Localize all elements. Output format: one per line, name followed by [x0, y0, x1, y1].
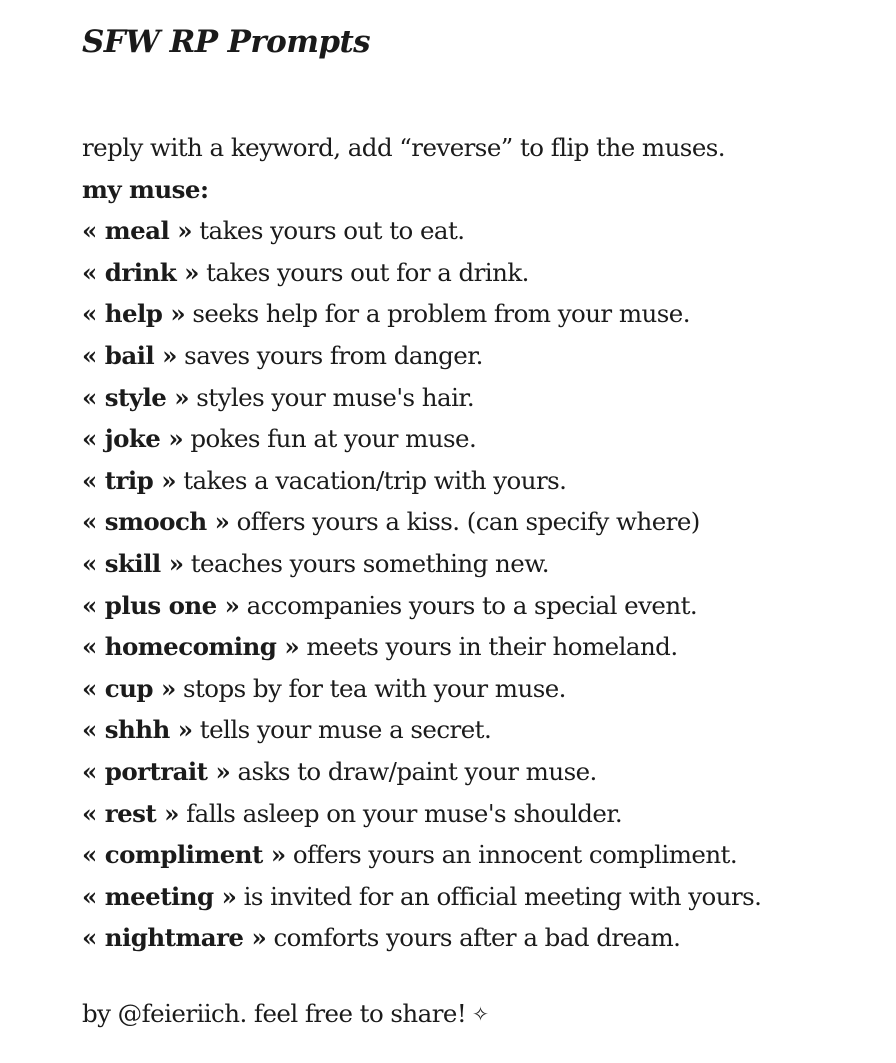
- prompt-item: [82, 501, 882, 543]
- keyword-text: compliment: [104, 840, 263, 870]
- close-quote: »: [270, 840, 286, 870]
- open-quote: «: [82, 340, 97, 370]
- prompt-keyword: [82, 757, 230, 786]
- prompt-keyword: [82, 674, 176, 703]
- keyword-text: plus one: [104, 590, 217, 620]
- open-quote: «: [82, 382, 97, 412]
- prompt-keyword: [82, 882, 236, 911]
- keyword-text: style: [104, 382, 167, 412]
- prompt-keyword: [82, 424, 183, 453]
- keyword-text: nightmare: [104, 923, 244, 953]
- close-quote: »: [251, 923, 267, 953]
- keyword-text: drink: [104, 257, 177, 287]
- prompt-description: asks to draw/paint your muse.: [237, 756, 597, 786]
- open-quote: «: [82, 715, 97, 745]
- close-quote: »: [164, 798, 179, 828]
- prompt-item: [82, 460, 882, 502]
- keyword-text: bail: [104, 340, 155, 370]
- prompt-item: [82, 418, 882, 460]
- prompt-description: meets yours in their homeland.: [306, 632, 678, 662]
- close-quote: »: [214, 507, 230, 537]
- prompt-item: [82, 626, 882, 668]
- footer-credit: by @feieriich. feel free to share!: [82, 999, 467, 1028]
- keyword-text: homecoming: [104, 632, 277, 662]
- prompt-item: [82, 668, 882, 710]
- prompt-item: [82, 543, 882, 585]
- close-quote: »: [284, 632, 300, 662]
- prompt-keyword: [82, 299, 185, 328]
- prompt-description: saves yours from danger.: [184, 340, 483, 370]
- close-quote: »: [170, 299, 186, 329]
- close-quote: »: [168, 548, 184, 578]
- prompt-keyword: [82, 549, 183, 578]
- keyword-text: joke: [104, 424, 161, 454]
- prompt-description: tells your muse a secret.: [199, 715, 492, 745]
- intro-text: reply with a keyword, add “reverse” to flip the muses.: [82, 133, 726, 162]
- close-quote: »: [174, 382, 189, 412]
- close-quote: »: [177, 715, 193, 745]
- prompt-description: takes yours out to eat.: [199, 216, 465, 246]
- sparkle-icon: ✧: [472, 1002, 489, 1026]
- prompt-description: stops by for tea with your muse.: [182, 673, 566, 703]
- prompt-description: pokes fun at your muse.: [190, 424, 477, 454]
- close-quote: »: [160, 673, 176, 703]
- prompt-description: offers yours an innocent compliment.: [292, 840, 738, 870]
- prompt-list: [82, 127, 882, 959]
- open-quote: «: [82, 507, 97, 537]
- prompt-items: [82, 210, 882, 959]
- prompt-item: [82, 917, 882, 959]
- prompt-keyword: [82, 799, 179, 828]
- prompt-item: [82, 335, 882, 377]
- keyword-text: shhh: [104, 715, 170, 745]
- section-heading: my muse:: [82, 174, 209, 204]
- keyword-text: help: [104, 299, 163, 329]
- open-quote: «: [82, 465, 97, 495]
- keyword-text: cup: [104, 673, 153, 703]
- prompt-item: [82, 377, 882, 419]
- open-quote: «: [82, 424, 97, 454]
- prompt-description: teaches yours something new.: [190, 548, 549, 578]
- close-quote: »: [161, 465, 176, 495]
- open-quote: «: [82, 548, 97, 578]
- prompt-description: offers yours a kiss. (can specify where): [236, 507, 700, 537]
- keyword-text: smooch: [104, 507, 207, 537]
- prompt-keyword: [82, 715, 193, 744]
- keyword-text: portrait: [104, 756, 208, 786]
- prompt-item: [82, 293, 882, 335]
- prompt-keyword: [82, 258, 199, 287]
- close-quote: »: [162, 340, 177, 370]
- prompt-item: [82, 585, 882, 627]
- close-quote: »: [224, 590, 240, 620]
- prompt-item: [82, 709, 882, 751]
- footer: [82, 999, 488, 1028]
- prompt-keyword: [82, 383, 189, 412]
- open-quote: «: [82, 756, 97, 786]
- open-quote: «: [82, 299, 97, 329]
- open-quote: «: [82, 923, 97, 953]
- open-quote: «: [82, 216, 97, 246]
- keyword-text: meal: [104, 216, 170, 246]
- prompt-keyword: [82, 216, 192, 245]
- prompt-item: [82, 210, 882, 252]
- open-quote: «: [82, 257, 97, 287]
- open-quote: «: [82, 840, 97, 870]
- open-quote: «: [82, 590, 97, 620]
- open-quote: «: [82, 632, 97, 662]
- prompt-item: [82, 751, 882, 793]
- keyword-text: rest: [104, 798, 157, 828]
- prompt-description: takes a vacation/trip with yours.: [183, 465, 567, 495]
- close-quote: »: [168, 424, 184, 454]
- keyword-text: skill: [104, 548, 161, 578]
- prompt-keyword: [82, 632, 299, 661]
- prompt-description: falls asleep on your muse's shoulder.: [186, 798, 623, 828]
- prompt-item: [82, 793, 882, 835]
- prompt-description: comforts yours after a bad dream.: [273, 923, 681, 953]
- prompt-item: [82, 876, 882, 918]
- close-quote: »: [177, 216, 192, 246]
- prompt-item: [82, 834, 882, 876]
- prompt-description: styles your muse's hair.: [196, 382, 475, 412]
- prompt-keyword: [82, 591, 239, 620]
- close-quote: »: [221, 881, 237, 911]
- open-quote: «: [82, 673, 97, 703]
- prompt-keyword: [82, 840, 286, 869]
- prompt-description: is invited for an official meeting with yours.: [243, 881, 762, 911]
- open-quote: «: [82, 881, 97, 911]
- keyword-text: meeting: [104, 881, 214, 911]
- close-quote: »: [215, 756, 231, 786]
- prompt-keyword: [82, 341, 177, 370]
- prompt-description: accompanies yours to a special event.: [246, 590, 698, 620]
- prompt-keyword: [82, 466, 176, 495]
- close-quote: »: [184, 257, 199, 287]
- keyword-text: trip: [104, 465, 154, 495]
- prompt-item: [82, 252, 882, 294]
- open-quote: «: [82, 798, 97, 828]
- page-title: SFW RP Prompts: [82, 24, 371, 60]
- prompt-description: seeks help for a problem from your muse.: [192, 299, 690, 329]
- prompt-keyword: [82, 507, 229, 536]
- prompt-keyword: [82, 923, 266, 952]
- prompt-description: takes yours out for a drink.: [206, 257, 529, 287]
